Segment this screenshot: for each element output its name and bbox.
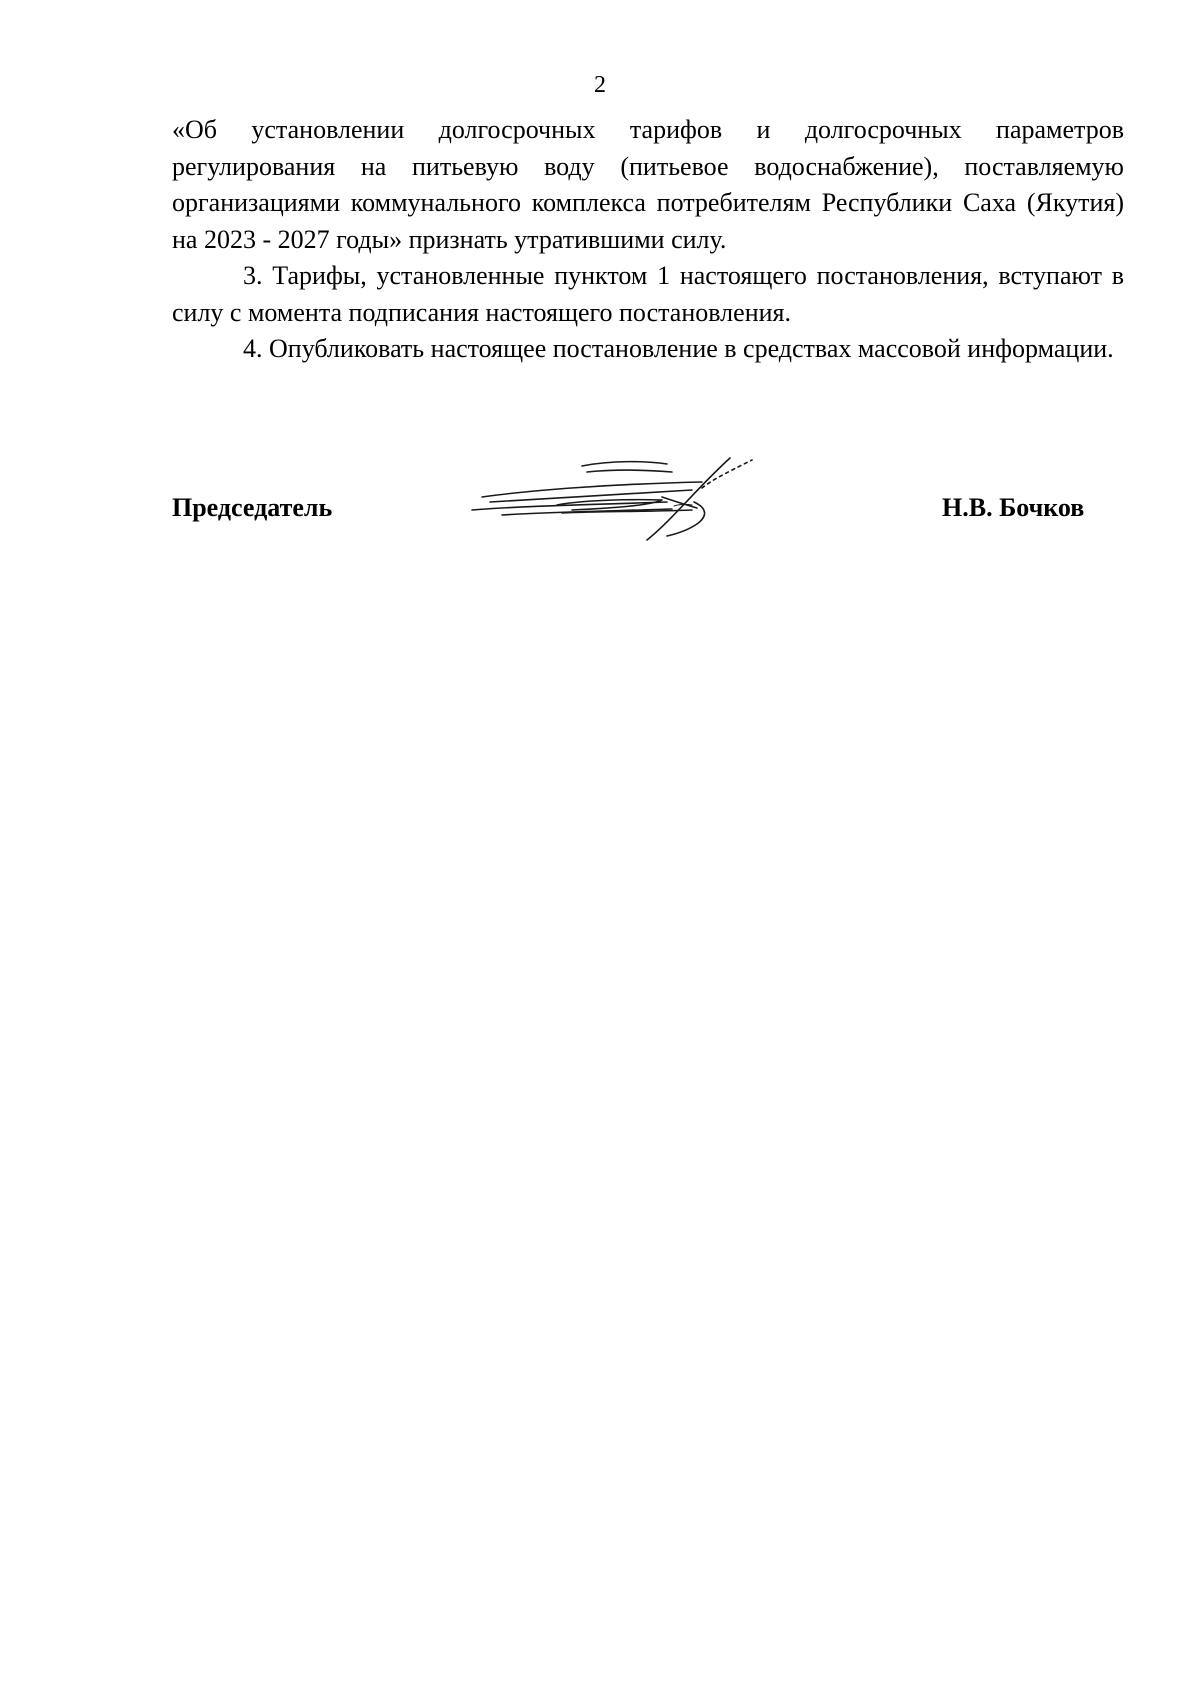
document-body — [172, 112, 1124, 368]
signature-block — [0, 450, 1200, 550]
paragraph-continuation: «Об установлении долгосрочных тарифов и долгосрочных параметров регулирования на питьевую воду (питьевое водоснабжение), поставляемую организациями коммунального комплекса потребителям Республики Саха (Якутия) на 2023 - 2027 годы» признать утратившими силу. — [172, 115, 1124, 254]
paragraph-item-3: 3. Тарифы, установленные пунктом 1 настоящего постановления, вступают в силу с момента подписания настоящего постановления. — [172, 261, 1124, 327]
page-number: 2 — [594, 72, 606, 98]
signatory-name: Н.В. Бочков — [942, 493, 1085, 522]
paragraph-item-4: 4. Опубликовать настоящее постановление в средствах массовой информации. — [243, 334, 1114, 363]
handwritten-signature — [462, 450, 772, 550]
signatory-title: Председатель — [172, 493, 333, 522]
